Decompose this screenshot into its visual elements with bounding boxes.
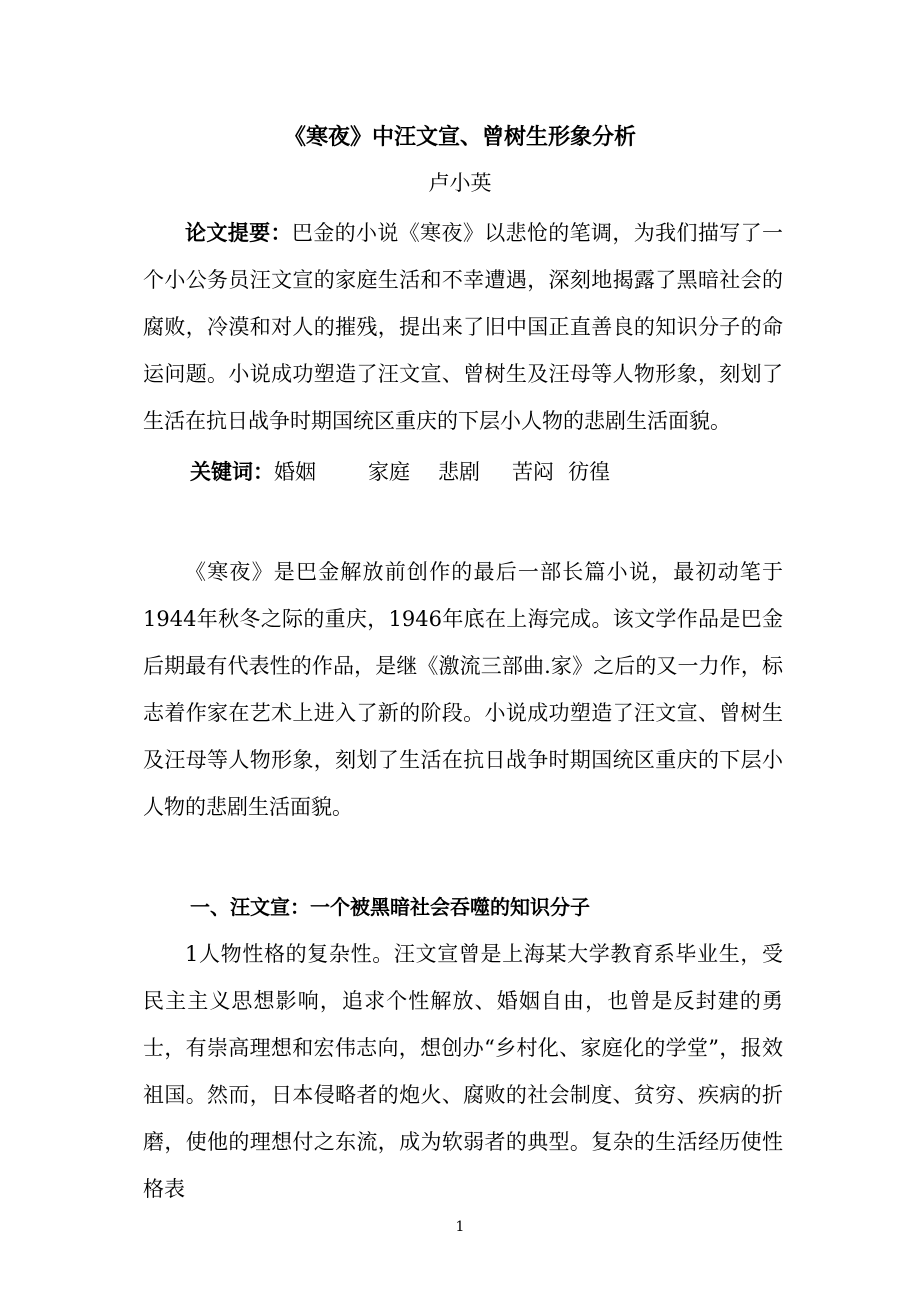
abstract-label: 论文提要： — [185, 221, 292, 245]
keyword-item: 悲剧 — [438, 460, 480, 484]
author-name: 卢小英 — [428, 171, 492, 195]
abstract-paragraph — [143, 210, 783, 445]
keywords-line — [190, 452, 610, 492]
intro-paragraph: 《寒夜》是巴金解放前创作的最后一部长篇小说，最初动笔于1944年秋冬之际的重庆，1946年底在上海完成。该文学作品是巴金后期最有代表性的作品，是继《激流三部曲.家》之后的又一力作，标志着作家在艺术上进入了新的阶段。小说成功塑造了汪文宣、曾树生及汪母等人物形象，刻划了生活在抗日战争时期国统区重庆的下层小人物的悲剧生活面貌。 — [143, 560, 783, 819]
keywords-label: 关键词： — [190, 460, 274, 484]
keyword-item: 婚姻 — [274, 460, 316, 484]
document-title: 《寒夜》中汪文宣、曾树生形象分析 — [283, 125, 636, 150]
abstract-text: 巴金的小说《寒夜》以悲怆的笔调，为我们描写了一个小公务员汪文宣的家庭生活和不幸遭遇，深刻地揭露了黑暗社会的腐败，冷漠和对人的摧残，提出来了旧中国正直善良的知识分子的命运问题。小说成功塑造了汪文宣、曾树生及汪母等人物形象，刻划了生活在抗日战争时期国统区重庆的下层小人物的悲剧生活面貌。 — [143, 221, 784, 433]
keyword-item: 家庭 — [368, 460, 410, 484]
keyword-item: 彷徨 — [568, 460, 610, 484]
section-heading: 一、汪文宣：一个被黑暗社会吞噬的知识分子 — [190, 895, 590, 919]
page-number: 1 — [455, 1219, 465, 1235]
section-paragraph: 1人物性格的复杂性。汪文宣曾是上海某大学教育系毕业生，受民主主义思想影响，追求个性解放、婚姻自由，也曾是反封建的勇士，有崇高理想和宏伟志向，想创办“乡村化、家庭化的学堂”，报效祖国。然而，日本侵略者的炮火、腐败的社会制度、贫穷、疾病的折磨，使他的理想付之东流，成为软弱者的典型。复杂的生活经历使性格表 — [143, 942, 783, 1201]
keyword-item: 苦闷 — [512, 460, 554, 484]
